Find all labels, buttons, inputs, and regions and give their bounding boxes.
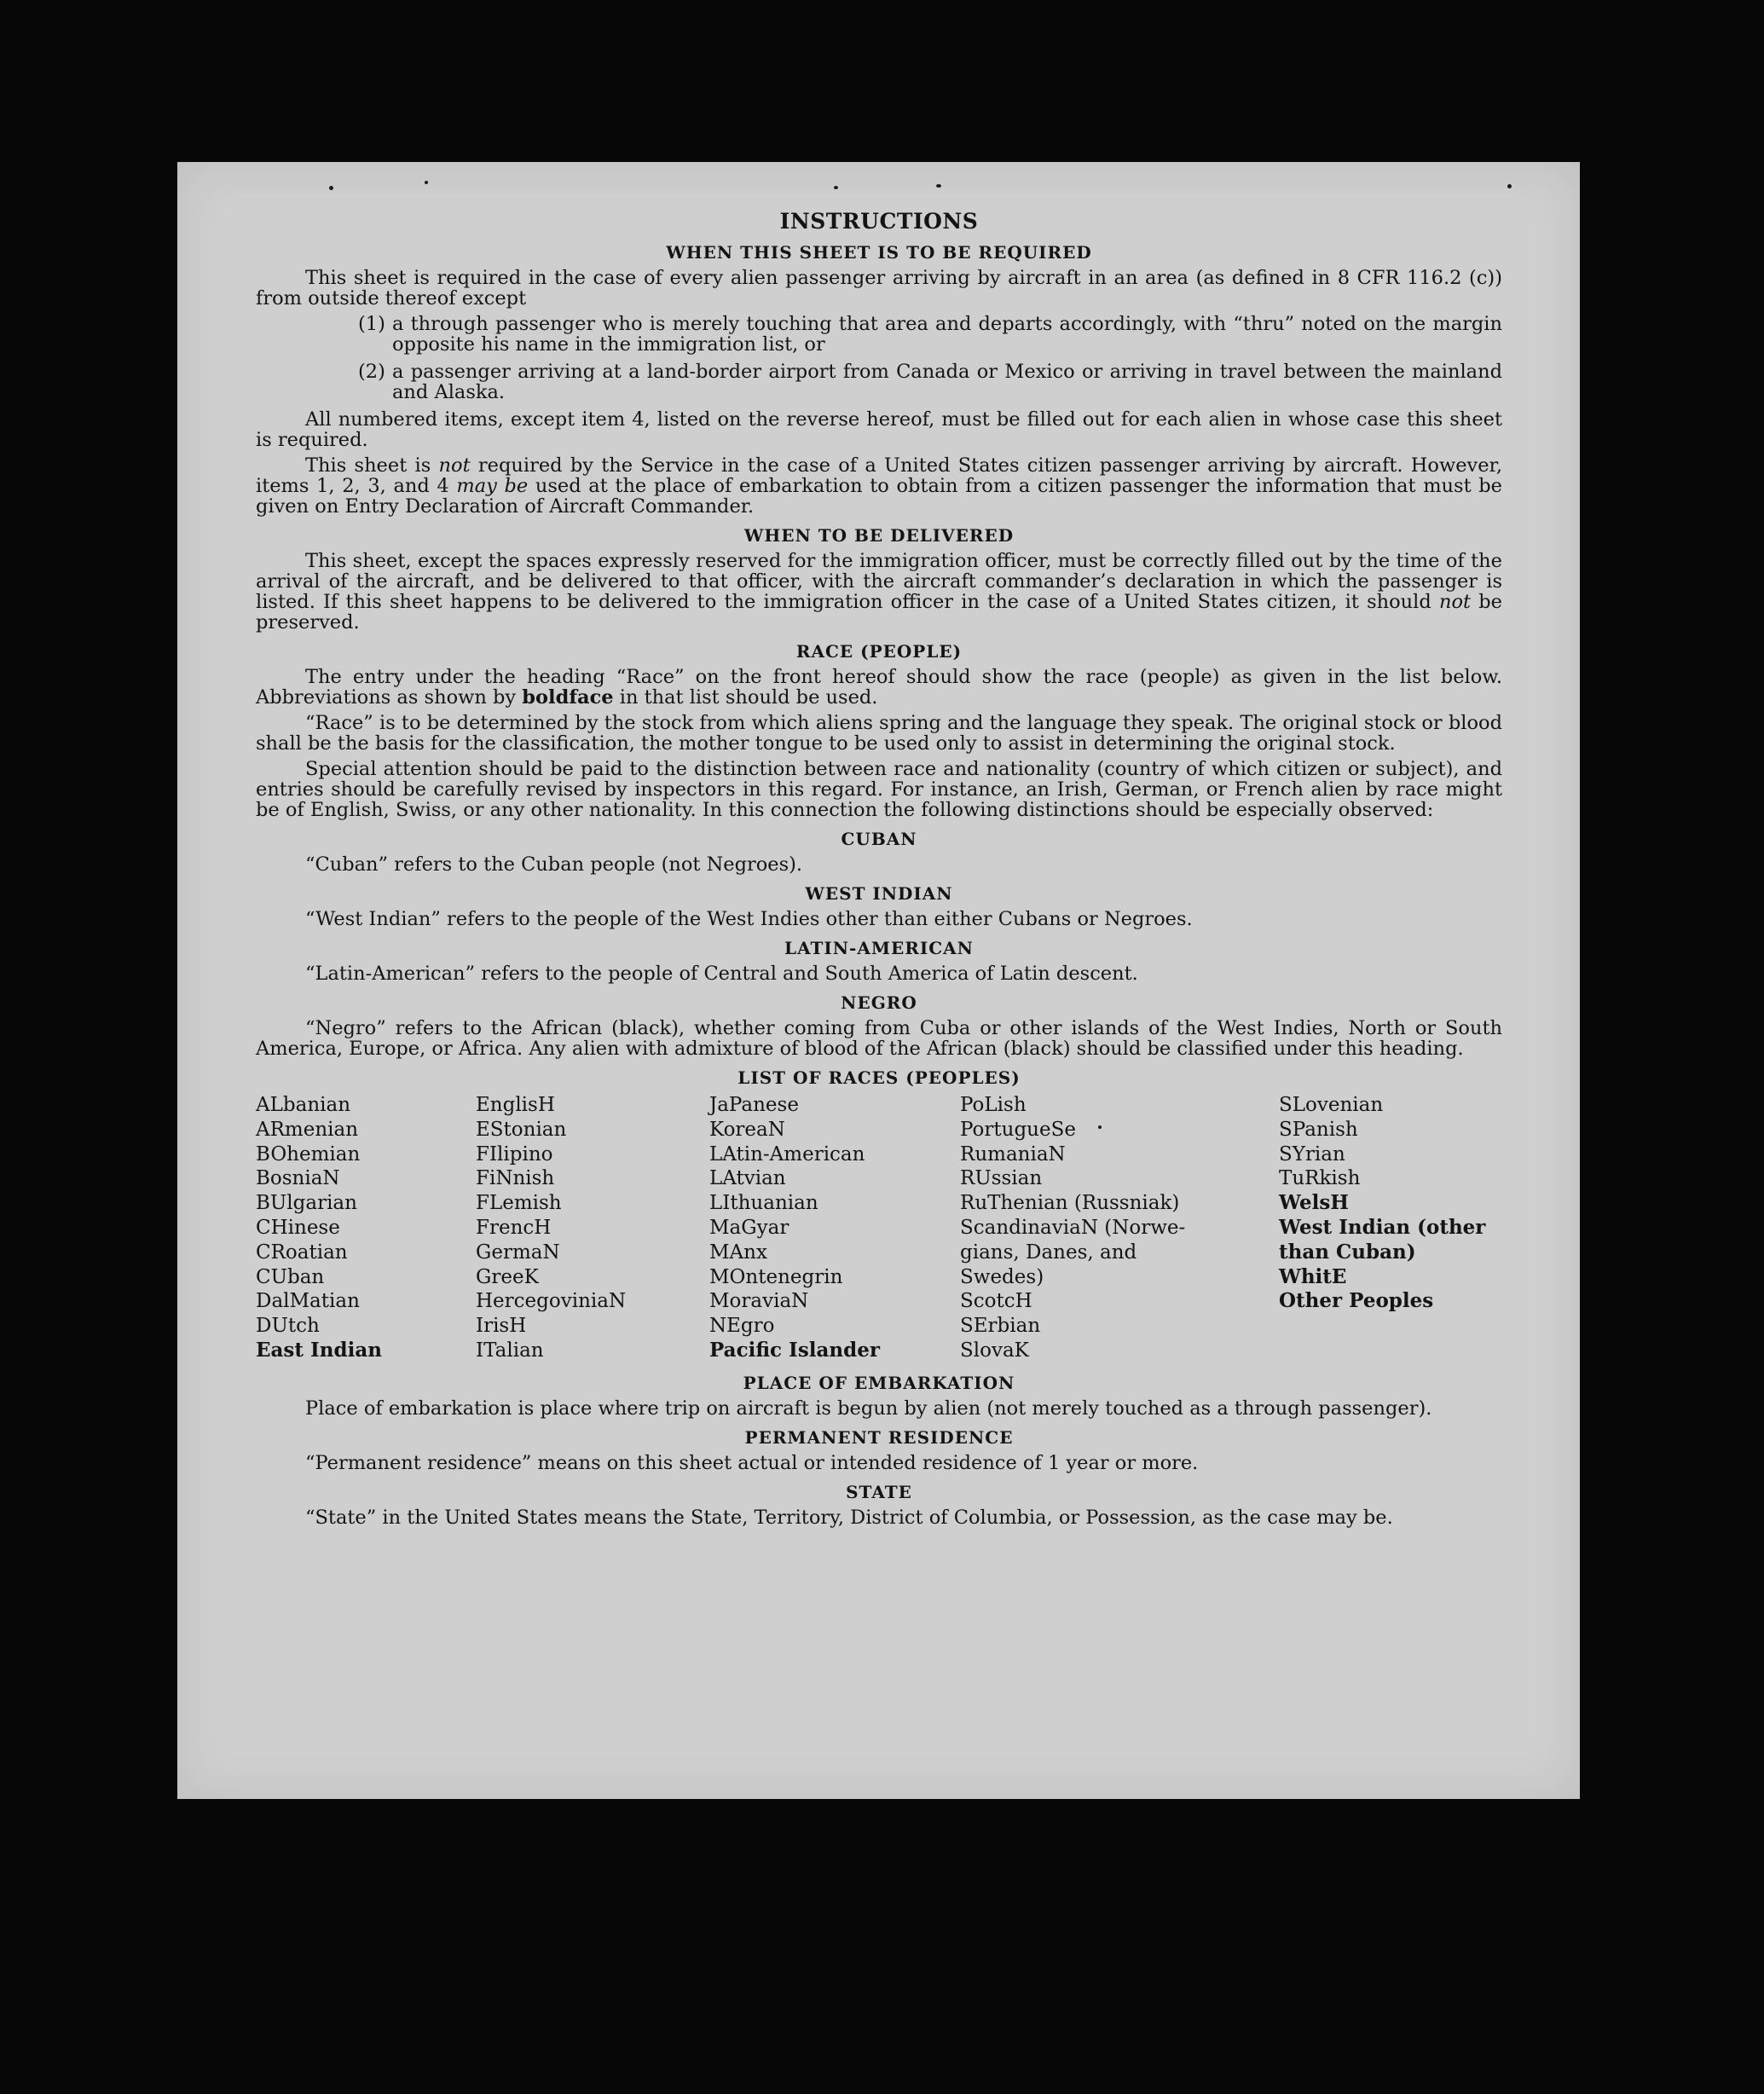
race-entry-text: MAnx	[709, 1241, 767, 1264]
race-entry-text: BosniaN	[256, 1167, 340, 1190]
west-indian-text: “West Indian” refers to the people of the West Indies other than either Cubans or Negroes.	[305, 908, 1193, 930]
race-entry	[476, 1289, 626, 1314]
delivered-paragraph: This sheet, except the spaces expressly reserved for the immigration officer, must be correctly filled out by the time of the arrival of the aircraft, and be delivered to that officer, with the aircraft commander’s declaration in which the passenger is listed. If this sheet happens to be delivered to the immigration officer in the case of a United States citizen, it should not be preserved.	[256, 550, 1502, 633]
race-entry	[1279, 1216, 1505, 1241]
race-entry	[256, 1216, 382, 1241]
race-entry-text: MOntenegrin	[709, 1265, 843, 1288]
race-entry-text: WelsH	[1279, 1191, 1350, 1215]
race-entry	[256, 1118, 382, 1142]
race-entry-text: HercegoviniaN	[476, 1290, 627, 1313]
heading-cuban: CUBAN	[841, 829, 917, 849]
race-entry-text: BUlgarian	[256, 1192, 357, 1215]
race-entry-text: DalMatian	[256, 1290, 360, 1313]
race-entry	[709, 1142, 880, 1167]
race-entry	[709, 1289, 880, 1314]
race-entry-text: ITalian	[476, 1339, 544, 1362]
race-entry-text: ARmenian	[256, 1118, 359, 1141]
race-entry	[709, 1314, 880, 1339]
race-entry	[1279, 1093, 1505, 1118]
race-entry-text: than Cuban)	[1279, 1240, 1416, 1264]
race-entry	[709, 1191, 880, 1216]
race-entry-text: ALbanian	[256, 1094, 351, 1116]
race-column-3	[709, 1093, 880, 1363]
citizen-paragraph: This sheet is not required by the Service in the case of a United States citizen passenger arriving by aircraft. However, items 1, 2, 3, and 4 may be used at the place of embarkation to obtain from a citizen passenger the information that must be given on Entry Declaration of Aircraft Commander.	[256, 454, 1503, 518]
race-entry	[960, 1265, 1185, 1290]
item-number: (1)	[358, 313, 385, 335]
race-entry	[709, 1166, 880, 1191]
race-entry	[256, 1265, 382, 1290]
race-entry	[960, 1314, 1185, 1339]
residence-text: “Permanent residence” means on this sheet actual or intended residence of 1 year or more.	[305, 1452, 1199, 1474]
item-text: a passenger arriving at a land-border airport from Canada or Mexico or arriving in travel between the mainland and Alaska.	[392, 361, 1502, 403]
latin-american-text: “Latin-American” refers to the people of Central and South America of Latin descent.	[305, 963, 1138, 985]
race-entry-text: SLovenian	[1279, 1094, 1384, 1116]
item-number: (2)	[358, 361, 385, 383]
race-entry-text: CHinese	[256, 1216, 340, 1239]
embarkation-text: Place of embarkation is place where trip on aircraft is begun by alien (not merely touched as a through passenger).	[305, 1397, 1432, 1420]
race-entry-text: West Indian (other	[1279, 1215, 1486, 1239]
race-entry	[709, 1118, 880, 1142]
race-entry-text: LAtvian	[709, 1167, 786, 1190]
race-entry-text: SlovaK	[960, 1339, 1029, 1362]
state-text: “State” in the United States means the State, Territory, District of Columbia, or Possession, as the case may be.	[305, 1507, 1393, 1529]
race-column-4	[960, 1093, 1185, 1363]
race-entry	[709, 1265, 880, 1290]
race-entry-text: Pacific Islander	[709, 1338, 880, 1362]
race-entry-text: LIthuanian	[709, 1192, 818, 1215]
race-entry-text: LAtin-American	[709, 1142, 865, 1166]
race-entry-text: NEgro	[709, 1315, 775, 1338]
race-entry	[960, 1339, 1185, 1363]
document-sheet	[177, 162, 1580, 1799]
race-entry	[476, 1314, 626, 1339]
race-column-1	[256, 1093, 382, 1363]
race-entry-text: SYrian	[1279, 1142, 1345, 1166]
required-intro: This sheet is required in the case of every alien passenger arriving by aircraft in an area (as defined in 8 CFR 116.2 (c)) from outside thereof except	[256, 267, 1502, 309]
race-paragraph-2: “Race” is to be determined by the stock from which aliens spring and the language they speak. The original stock or blood shall be the basis for the classification, the mother tongue to be used only to assist in determining the original stock.	[256, 712, 1502, 755]
race-entry	[1279, 1265, 1505, 1290]
race-entry	[476, 1093, 626, 1118]
race-entry	[1279, 1142, 1505, 1167]
race-entry	[709, 1216, 880, 1241]
race-entry	[709, 1241, 880, 1265]
race-entry-text: RUssian	[960, 1167, 1043, 1190]
item-text: a through passenger who is merely touching that area and departs accordingly, with “thru” noted on the margin opposite his name in the immigration list, or	[392, 313, 1502, 356]
race-entry	[1279, 1191, 1505, 1216]
scan-speck	[1098, 1125, 1102, 1129]
race-entry-text: WhitE	[1279, 1264, 1347, 1288]
race-entry	[476, 1241, 626, 1265]
page-title: INSTRUCTIONS	[779, 209, 979, 234]
race-entry	[476, 1142, 626, 1167]
race-entry	[256, 1142, 382, 1167]
race-paragraph-3: Special attention should be paid to the distinction between race and nationality (country of which citizen or subject), and entries should be carefully revised by inspectors in this regard. For instance, an Irish, German, or French alien by race might be of English, Swiss, or any other nationality. In this connection the following distinctions should be especially observed:	[256, 758, 1502, 821]
race-entry-text: SErbian	[960, 1315, 1041, 1338]
race-entry-text: EStonian	[476, 1118, 567, 1141]
race-entry	[256, 1289, 382, 1314]
race-entry-text: IrisH	[476, 1315, 527, 1338]
race-entry	[709, 1339, 880, 1363]
race-entry-text: MaGyar	[709, 1216, 789, 1239]
race-entry	[476, 1166, 626, 1191]
heading-place-of-embarkation: PLACE OF EMBARKATION	[743, 1373, 1015, 1393]
race-entry	[256, 1191, 382, 1216]
race-entry-text: FIlipino	[476, 1142, 553, 1166]
race-entry	[476, 1118, 626, 1142]
race-entry	[960, 1289, 1185, 1314]
heading-when-required: WHEN THIS SHEET IS TO BE REQUIRED	[666, 242, 1092, 263]
race-entry	[476, 1265, 626, 1290]
race-entry	[1279, 1118, 1505, 1142]
heading-when-delivered: WHEN TO BE DELIVERED	[743, 525, 1015, 546]
race-entry	[960, 1216, 1185, 1241]
heading-state: STATE	[846, 1482, 912, 1502]
race-entry-text: TuRkish	[1279, 1167, 1361, 1190]
race-entry	[256, 1166, 382, 1191]
race-entry-text: East Indian	[256, 1338, 382, 1362]
race-entry-text: GermaN	[476, 1241, 560, 1264]
heading-race: RACE (PEOPLE)	[795, 641, 963, 662]
race-entry	[960, 1241, 1185, 1265]
negro-text: “Negro” refers to the African (black), whether coming from Cuba or other islands of the West Indies, North or South America, Europe, or Africa. Any alien with admixture of blood of the African (black) should be classified under this heading.	[256, 1017, 1502, 1060]
race-entry-text: BOhemian	[256, 1142, 361, 1166]
race-entry-text: ScandinaviaN (Norwe-	[960, 1216, 1186, 1239]
scan-speck	[425, 181, 428, 184]
race-column-5	[1279, 1093, 1505, 1314]
race-entry-text: PortugueSe	[960, 1118, 1076, 1141]
numbered-items-paragraph: All numbered items, except item 4, listed on the reverse hereof, must be filled out for each alien in whose case this sheet is required.	[256, 408, 1502, 451]
race-entry-text: FLemish	[476, 1192, 562, 1215]
scan-speck	[1507, 184, 1512, 188]
race-entry	[960, 1142, 1185, 1167]
race-paragraph-1: The entry under the heading “Race” on the front hereof should show the race (people) as given in the list below. Abbreviations as shown by boldface in that list should be used.	[256, 666, 1502, 709]
race-entry-text: RuThenian (Russniak)	[960, 1192, 1180, 1215]
race-column-2	[476, 1093, 626, 1363]
race-entry	[256, 1241, 382, 1265]
race-entry	[1279, 1241, 1505, 1265]
heading-list-of-races: LIST OF RACES (PEOPLES)	[737, 1067, 1021, 1088]
race-entry	[256, 1339, 382, 1363]
race-entry	[256, 1093, 382, 1118]
race-entry	[476, 1191, 626, 1216]
instructions-content	[256, 209, 1502, 1533]
race-entry-text: Other Peoples	[1279, 1289, 1434, 1313]
race-entry-text: EnglisH	[476, 1094, 555, 1116]
race-entry	[960, 1191, 1185, 1216]
race-entry-text: gians, Danes, and	[960, 1241, 1137, 1264]
race-entry-text: CRoatian	[256, 1241, 348, 1264]
race-entry-text: JaPanese	[709, 1094, 799, 1116]
cuban-text: “Cuban” refers to the Cuban people (not Negroes).	[305, 853, 803, 876]
race-entry	[1279, 1289, 1505, 1314]
scan-speck	[936, 184, 941, 188]
race-entry-text: Swedes)	[960, 1265, 1044, 1288]
scan-speck	[834, 186, 838, 189]
race-entry-text: MoraviaN	[709, 1290, 809, 1313]
scan-speck	[329, 186, 333, 190]
race-entry-text: CUban	[256, 1265, 325, 1288]
race-entry	[709, 1093, 880, 1118]
race-entry	[476, 1339, 626, 1363]
race-entry-text: ScotcH	[960, 1290, 1032, 1313]
heading-negro: NEGRO	[841, 992, 917, 1013]
exception-item-1	[358, 314, 1502, 355]
race-entry-text: PoLish	[960, 1094, 1027, 1116]
heading-latin-american: LATIN-AMERICAN	[784, 938, 974, 958]
exception-item-2	[358, 362, 1502, 402]
race-entry-text: SPanish	[1279, 1118, 1358, 1141]
race-entry	[1279, 1166, 1505, 1191]
race-entry	[476, 1216, 626, 1241]
race-entry-text: RumaniaN	[960, 1142, 1066, 1166]
race-entry-text: FiNnish	[476, 1167, 555, 1190]
heading-permanent-residence: PERMANENT RESIDENCE	[744, 1427, 1014, 1448]
race-entry	[960, 1166, 1185, 1191]
race-entry-text: KoreaN	[709, 1118, 785, 1141]
race-entry-text: FrencH	[476, 1216, 552, 1239]
race-entry-text: GreeK	[476, 1265, 539, 1288]
heading-west-indian: WEST INDIAN	[805, 883, 953, 904]
race-entry	[960, 1093, 1185, 1118]
race-list	[256, 1093, 1502, 1364]
race-entry-text: DUtch	[256, 1315, 320, 1338]
race-entry	[960, 1118, 1185, 1142]
race-entry	[256, 1314, 382, 1339]
